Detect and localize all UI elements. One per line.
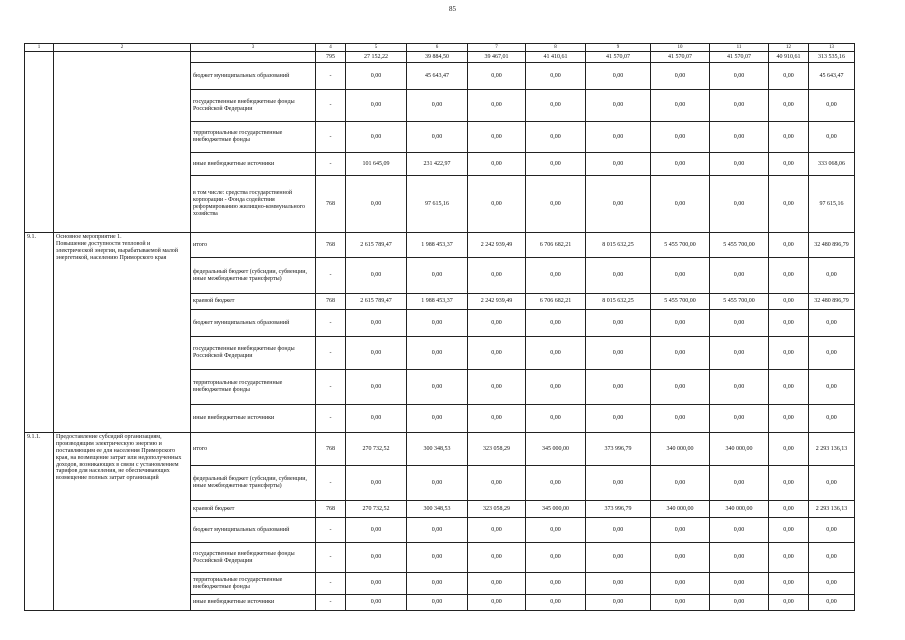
block-c-number: 9.1.1. [25,433,54,611]
cell-value: 0,00 [526,258,586,294]
cell-value: 0,00 [710,90,769,122]
cell-value: 0,00 [809,573,855,595]
cell-value: 0,00 [468,258,526,294]
cell-value: 0,00 [407,543,468,573]
column-number: 13 [809,44,855,52]
cell-value: 0,00 [769,405,809,433]
cell-value: 1 988 453,37 [407,294,468,310]
cell-value: 0,00 [468,573,526,595]
cell-value: 0,00 [651,543,710,573]
row-label: бюджет муниципальных образований [191,310,316,337]
cell-value: 0,00 [526,63,586,90]
cell-value: 0,00 [710,176,769,233]
cell-value: 0,00 [526,310,586,337]
cell-value: 0,00 [586,153,651,176]
cell-value: 0,00 [468,518,526,543]
cell-value: 0,00 [710,310,769,337]
cell-value: 0,00 [651,153,710,176]
block-a-description-cell [54,52,191,233]
row-label: федеральный бюджет (субсидии, субвенции, иные межбюджетные трансферты) [191,466,316,501]
cell-value: 0,00 [651,595,710,611]
cell-value: 0,00 [710,153,769,176]
cell-value: 373 996,79 [586,501,651,518]
cell-value: 0,00 [468,595,526,611]
row-label: в том числе: средства государственной корпорации - Фонда содействия реформированию жилищно-коммунального хозяйства [191,176,316,233]
cell-value: 0,00 [407,573,468,595]
cell-value: 0,00 [809,337,855,370]
cell-value: 27 152,22 [346,52,407,63]
cell-value: 0,00 [346,90,407,122]
cell-value: 0,00 [710,63,769,90]
row-label: территориальные государственные внебюджетные фонды [191,573,316,595]
cell-value: 0,00 [468,153,526,176]
block-c-description: Предоставление субсидий организациям, производящим электрическую энергию и поставляющим ее для населения Приморского края, на возмещение затрат или недополученных доходов, возникающих в связи с установлением тарифов для населения, не обеспечивающих возмещение полных затрат организаций [54,433,191,611]
cell-value: 6 706 682,21 [526,294,586,310]
row-code: - [316,466,346,501]
cell-value: 0,00 [586,122,651,153]
column-number: 10 [651,44,710,52]
cell-value: 8 015 632,25 [586,233,651,258]
block-a-number-cell [25,52,54,233]
cell-value: 0,00 [809,405,855,433]
row-label: иные внебюджетные источники [191,595,316,611]
cell-value: 0,00 [346,63,407,90]
row-code: - [316,153,346,176]
row-code: 768 [316,176,346,233]
blank-label-cell [191,52,316,63]
row-label: итого [191,233,316,258]
cell-value: 0,00 [407,595,468,611]
column-number: 9 [586,44,651,52]
cell-value: 0,00 [651,258,710,294]
cell-value: 0,00 [346,595,407,611]
row-label: государственные внебюджетные фонды Российской Федерации [191,337,316,370]
cell-value: 0,00 [468,90,526,122]
row-label: иные внебюджетные источники [191,153,316,176]
cell-value: 0,00 [769,310,809,337]
cell-value: 39 467,01 [468,52,526,63]
cell-value: 0,00 [586,63,651,90]
cell-value: 0,00 [586,573,651,595]
cell-value: 0,00 [809,370,855,405]
cell-value: 40 910,61 [769,52,809,63]
cell-value: 0,00 [710,543,769,573]
cell-value: 0,00 [651,405,710,433]
cell-value: 2 293 136,13 [809,501,855,518]
cell-value: 0,00 [651,370,710,405]
block-b-title: Основное мероприятие 1. [56,234,122,240]
cell-value: 0,00 [468,337,526,370]
cell-value: 0,00 [586,405,651,433]
cell-value: 0,00 [526,370,586,405]
cell-value: 0,00 [346,518,407,543]
cell-value: 2 242 939,49 [468,233,526,258]
cell-value: 0,00 [468,310,526,337]
cell-value: 0,00 [809,90,855,122]
column-number: 4 [316,44,346,52]
cell-value: 0,00 [651,90,710,122]
row-code: - [316,370,346,405]
row-code: - [316,63,346,90]
column-number: 1 [25,44,54,52]
page-number: 85 [449,5,456,13]
cell-value: 0,00 [710,518,769,543]
continued-totals-row [25,52,855,63]
cell-value: 313 535,16 [809,52,855,63]
cell-value: 270 732,52 [346,433,407,466]
cell-value: 0,00 [769,258,809,294]
cell-value: 32 480 896,79 [809,233,855,258]
cell-value: 0,00 [710,466,769,501]
cell-value: 0,00 [407,405,468,433]
cell-value: 0,00 [651,176,710,233]
cell-value: 0,00 [468,370,526,405]
cell-value: 0,00 [586,90,651,122]
cell-value: 5 455 700,00 [651,233,710,258]
row-code: 768 [316,433,346,466]
row-label: итого [191,433,316,466]
cell-value: 0,00 [809,122,855,153]
row-code: - [316,310,346,337]
cell-value: 345 000,00 [526,501,586,518]
cell-value: 231 422,97 [407,153,468,176]
row-label: федеральный бюджет (субсидии, субвенции, иные межбюджетные трансферты) [191,258,316,294]
row-label: бюджет муниципальных образований [191,63,316,90]
cell-value: 323 058,29 [468,433,526,466]
cell-value: 0,00 [769,370,809,405]
block-b-number: 9.1. [25,233,54,433]
cell-value: 39 884,50 [407,52,468,63]
cell-value: 0,00 [710,595,769,611]
row-code: - [316,518,346,543]
cell-value: 41 570,07 [651,52,710,63]
cell-value: 0,00 [651,337,710,370]
cell-value: 0,00 [526,176,586,233]
cell-value: 0,00 [769,153,809,176]
row-code: - [316,337,346,370]
cell-value: 0,00 [526,573,586,595]
cell-value: 0,00 [809,466,855,501]
cell-value: 0,00 [651,573,710,595]
cell-value: 1 988 453,37 [407,233,468,258]
row-code: - [316,90,346,122]
cell-value: 0,00 [407,337,468,370]
cell-value: 0,00 [586,370,651,405]
cell-value: 0,00 [407,370,468,405]
cell-value: 0,00 [769,501,809,518]
cell-value: 0,00 [769,433,809,466]
cell-value: 0,00 [651,518,710,543]
cell-value: 0,00 [468,405,526,433]
cell-value: 340 000,00 [651,433,710,466]
cell-value: 0,00 [346,176,407,233]
cell-value: 8 015 632,25 [586,294,651,310]
cell-value: 0,00 [586,337,651,370]
row-label: территориальные государственные внебюджетные фонды [191,122,316,153]
row-code: - [316,258,346,294]
cell-value: 0,00 [346,370,407,405]
row-code: - [316,405,346,433]
cell-value: 6 706 682,21 [526,233,586,258]
cell-value: 0,00 [468,176,526,233]
cell-value: 0,00 [710,337,769,370]
row-label: государственные внебюджетные фонды Российской Федерации [191,90,316,122]
cell-value: 0,00 [586,518,651,543]
column-number: 2 [54,44,191,52]
column-number: 11 [710,44,769,52]
cell-value: 0,00 [651,310,710,337]
cell-value: 340 000,00 [710,433,769,466]
table-row [25,233,855,258]
cell-value: 0,00 [468,466,526,501]
row-code: - [316,122,346,153]
cell-value: 0,00 [769,294,809,310]
cell-value: 0,00 [526,595,586,611]
cell-value: 0,00 [769,122,809,153]
cell-value: 333 068,06 [809,153,855,176]
cell-value: 0,00 [586,595,651,611]
column-number: 12 [769,44,809,52]
cell-value: 340 000,00 [651,501,710,518]
row-label: территориальные государственные внебюджетные фонды [191,370,316,405]
cell-value: 0,00 [710,370,769,405]
cell-value: 300 348,53 [407,501,468,518]
row-label: краевой бюджет [191,501,316,518]
cell-value: 0,00 [769,90,809,122]
cell-value: 0,00 [710,258,769,294]
column-number: 7 [468,44,526,52]
cell-value: 0,00 [346,258,407,294]
cell-value: 0,00 [809,543,855,573]
cell-value: 0,00 [526,337,586,370]
cell-value: 0,00 [526,405,586,433]
cell-value: 0,00 [468,122,526,153]
row-label: государственные внебюджетные фонды Российской Федерации [191,543,316,573]
row-label: бюджет муниципальных образований [191,518,316,543]
block-b-description-text: Повышение доступности тепловой и электрической энергии, вырабатываемой малой энергетикой, населению Приморского края [56,240,179,261]
cell-value: 0,00 [809,310,855,337]
cell-value: 323 058,29 [468,501,526,518]
cell-value: 2 242 939,49 [468,294,526,310]
row-code: - [316,573,346,595]
cell-value: 0,00 [407,90,468,122]
cell-value: 0,00 [407,310,468,337]
cell-value: 97 615,16 [809,176,855,233]
cell-value: 0,00 [769,337,809,370]
column-number: 6 [407,44,468,52]
cell-value: 5 455 700,00 [651,294,710,310]
cell-value: 0,00 [346,337,407,370]
cell-value: 45 643,47 [809,63,855,90]
cell-value: 41 410,61 [526,52,586,63]
table-row [25,433,855,466]
column-number: 5 [346,44,407,52]
cell-value: 0,00 [407,518,468,543]
cell-value: 373 996,79 [586,433,651,466]
cell-value: 0,00 [769,63,809,90]
cell-value: 32 480 896,79 [809,294,855,310]
cell-value: 41 570,07 [710,52,769,63]
row-label: иные внебюджетные источники [191,405,316,433]
row-code: 768 [316,294,346,310]
cell-value: 41 570,07 [586,52,651,63]
cell-value: 0,00 [346,122,407,153]
cell-value: 0,00 [710,122,769,153]
cell-value: 0,00 [769,233,809,258]
cell-value: 0,00 [809,518,855,543]
cell-value: 0,00 [586,466,651,501]
row-code: 768 [316,233,346,258]
cell-value: 0,00 [710,405,769,433]
cell-value: 0,00 [586,258,651,294]
cell-value: 2 293 136,13 [809,433,855,466]
cell-value: 0,00 [407,466,468,501]
cell-value: 0,00 [526,543,586,573]
cell-value: 0,00 [526,466,586,501]
column-number-row [25,44,855,52]
column-number: 8 [526,44,586,52]
cell-value: 5 455 700,00 [710,233,769,258]
cell-value: 2 615 789,47 [346,294,407,310]
cell-value: 97 615,16 [407,176,468,233]
cell-value: 0,00 [769,573,809,595]
cell-value: 2 615 789,47 [346,233,407,258]
cell-value: 0,00 [769,176,809,233]
cell-value: 0,00 [468,63,526,90]
cell-value: 45 643,47 [407,63,468,90]
cell-value: 0,00 [586,310,651,337]
cell-value: 300 348,53 [407,433,468,466]
cell-value: 0,00 [651,466,710,501]
cell-value: 0,00 [468,543,526,573]
cell-value: 795 [316,52,346,63]
cell-value: 0,00 [346,405,407,433]
cell-value: 5 455 700,00 [710,294,769,310]
cell-value: 0,00 [769,466,809,501]
cell-value: 0,00 [809,595,855,611]
cell-value: 0,00 [769,595,809,611]
cell-value: 0,00 [526,90,586,122]
table-body [25,44,855,611]
column-number: 3 [191,44,316,52]
row-label: краевой бюджет [191,294,316,310]
row-code: - [316,543,346,573]
cell-value: 0,00 [346,466,407,501]
cell-value: 0,00 [586,176,651,233]
cell-value: 0,00 [407,258,468,294]
cell-value: 0,00 [346,543,407,573]
cell-value: 345 000,00 [526,433,586,466]
block-b-description [54,233,191,433]
cell-value: 0,00 [346,310,407,337]
cell-value: 0,00 [526,153,586,176]
cell-value: 340 000,00 [710,501,769,518]
cell-value: 270 732,52 [346,501,407,518]
cell-value: 0,00 [346,573,407,595]
cell-value: 0,00 [526,122,586,153]
cell-value: 0,00 [407,122,468,153]
row-code: - [316,595,346,611]
cell-value: 0,00 [769,543,809,573]
cell-value: 0,00 [526,518,586,543]
cell-value: 0,00 [651,122,710,153]
cell-value: 0,00 [710,573,769,595]
cell-value: 101 645,09 [346,153,407,176]
cell-value: 0,00 [809,258,855,294]
row-code: 768 [316,501,346,518]
cell-value: 0,00 [586,543,651,573]
budget-table [24,43,855,611]
cell-value: 0,00 [769,518,809,543]
cell-value: 0,00 [651,63,710,90]
